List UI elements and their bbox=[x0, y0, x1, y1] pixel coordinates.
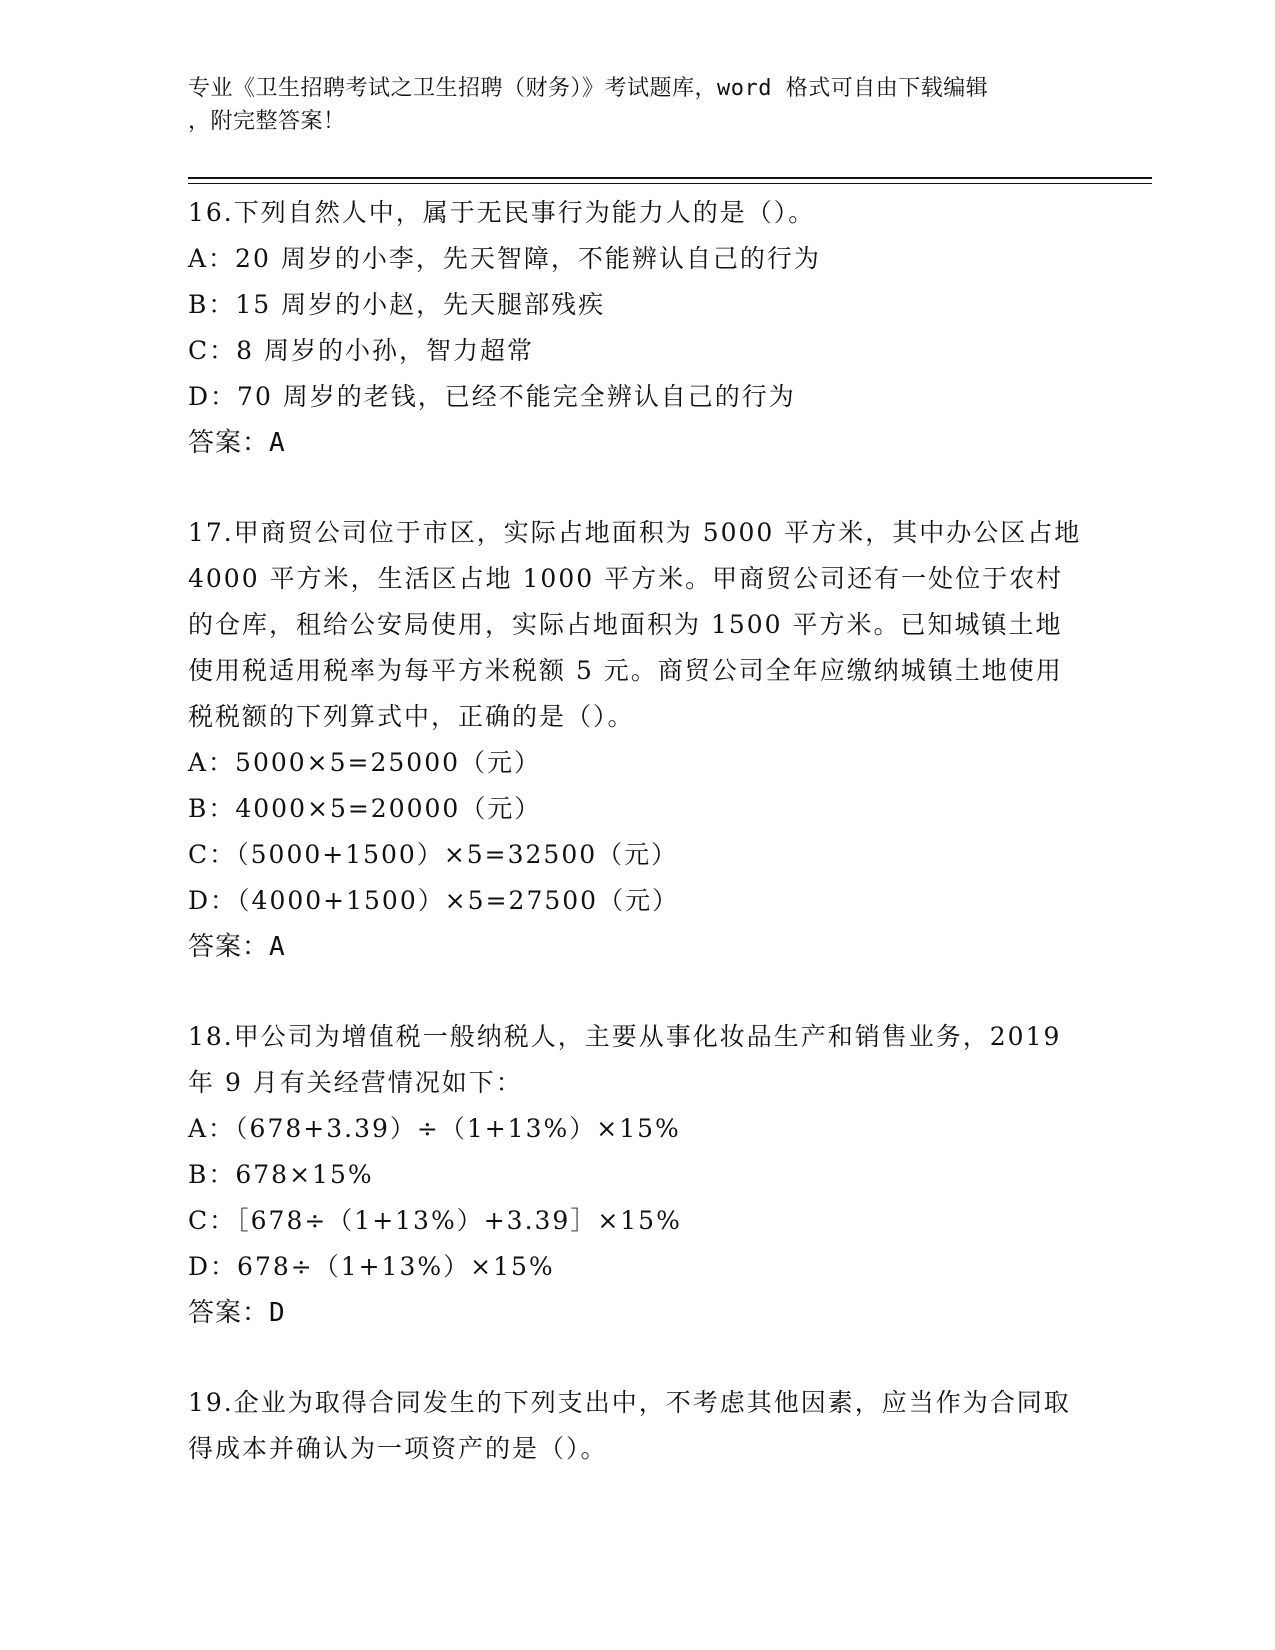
option-c: C：8 周岁的小孙，智力超常 bbox=[188, 336, 534, 365]
answer-line bbox=[188, 924, 1088, 970]
question-stem: 16.下列自然人中，属于无民事行为能力人的是（）。 bbox=[188, 198, 816, 227]
answer-line bbox=[188, 1290, 1088, 1336]
option-d: D：70 周岁的老钱，已经不能完全辨认自己的行为 bbox=[188, 382, 796, 411]
header-divider-thin bbox=[188, 183, 1152, 184]
question-stem: 19.企业为取得合同发生的下列支出中，不考虑其他因素，应当作为合同取得成本并确认为一项资产的是（）。 bbox=[188, 1388, 1071, 1463]
question-stem: 18.甲公司为增值税一般纳税人，主要从事化妆品生产和销售业务，2019 年 9 月有关经营情况如下： bbox=[188, 1022, 1062, 1097]
header-line-2: ，附完整答案！ bbox=[188, 109, 346, 134]
option-b: B：678×15% bbox=[188, 1160, 374, 1189]
option-d: D：（4000+1500）×5=27500（元） bbox=[188, 886, 680, 915]
option-c: C：（5000+1500）×5=32500（元） bbox=[188, 840, 679, 869]
answer-value: D bbox=[269, 1298, 286, 1328]
answer-value: A bbox=[269, 428, 286, 458]
answer-value: A bbox=[269, 932, 286, 962]
header-divider-thick bbox=[188, 177, 1152, 179]
answer-label: 答案： bbox=[188, 1298, 270, 1328]
answer-label: 答案： bbox=[188, 428, 270, 458]
question-18 bbox=[188, 1014, 1088, 1336]
question-stem: 17.甲商贸公司位于市区，实际占地面积为 5000 平方米，其中办公区占地 4000 平方米，生活区占地 1000 平方米。甲商贸公司还有一处位于农村的仓库，租给公安局使用，实际占地面积为 1500 平方米。已知城镇土地使用税适用税率为每平方米税额 5 元。商贸公司全年应缴纳城镇土地使用税税额的下列算式中，正确的是（）。 bbox=[188, 518, 1082, 731]
option-c: C：［678÷（1+13%）+3.39］×15% bbox=[188, 1206, 682, 1235]
option-b: B：15 周岁的小赵，先天腿部残疾 bbox=[188, 290, 606, 319]
question-19 bbox=[188, 1380, 1088, 1472]
document-header bbox=[188, 72, 1088, 138]
header-line-1: 专业《卫生招聘考试之卫生招聘（财务）》考试题库，word 格式可自由下载编辑 bbox=[188, 76, 989, 101]
question-17 bbox=[188, 510, 1088, 970]
question-list bbox=[188, 190, 1088, 1516]
option-b: B：4000×5=20000（元） bbox=[188, 794, 542, 823]
question-16 bbox=[188, 190, 1088, 466]
option-a: A：（678+3.39）÷（1+13%）×15% bbox=[188, 1114, 681, 1143]
answer-line bbox=[188, 420, 1088, 466]
option-d: D：678÷（1+13%）×15% bbox=[188, 1252, 555, 1281]
option-a: A：5000×5=25000（元） bbox=[188, 748, 542, 777]
answer-label: 答案： bbox=[188, 932, 270, 962]
option-a: A：20 周岁的小李，先天智障，不能辨认自己的行为 bbox=[188, 244, 821, 273]
